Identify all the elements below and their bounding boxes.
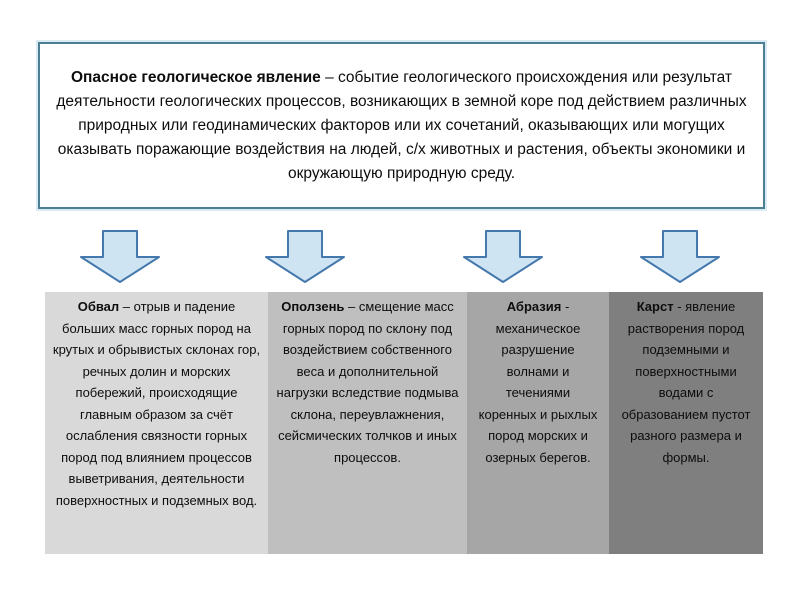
down-arrow-icon bbox=[265, 230, 345, 284]
down-arrow-icon bbox=[80, 230, 160, 284]
column-karst bbox=[609, 292, 763, 554]
down-arrow-icon bbox=[640, 230, 720, 284]
column-opolzen-term: Оползень bbox=[281, 299, 345, 314]
down-arrow-shape bbox=[266, 231, 344, 282]
column-abraziya-text: - механическое разрушение волнами и течениями коренных и рыхлых пород морских и озерных берегов. bbox=[478, 299, 598, 465]
column-abraziya bbox=[467, 292, 609, 554]
column-abraziya-term: Абразия bbox=[506, 299, 562, 314]
down-arrow-shape bbox=[81, 231, 159, 282]
definition-box bbox=[38, 42, 765, 209]
definition-text bbox=[56, 66, 747, 186]
column-opolzen bbox=[268, 292, 467, 554]
column-karst-term: Карст bbox=[636, 299, 674, 314]
down-arrow-shape bbox=[464, 231, 542, 282]
column-karst-text: - явление растворения пород подземными и поверхностными водами с образованием пустот разного размера и формы. bbox=[621, 299, 751, 465]
column-obval bbox=[45, 292, 268, 554]
down-arrow-icon bbox=[463, 230, 543, 284]
definition-term: Опасное геологическое явление bbox=[70, 68, 321, 86]
down-arrow-shape bbox=[641, 231, 719, 282]
column-obval-text: – отрыв и падение больших масс горных пород на крутых и обрывистых склонах гор, речных долин и морских побережий, происходящие главным образом за счёт ослабления связности горных пород под влиянием процессов выветривания, деятельности поверхностных и подземных вод. bbox=[52, 299, 261, 508]
column-opolzen-text: – смещение масс горных пород по склону под воздействием собственного веса и дополнительной нагрузки вследствие подмыва склона, переувлажнения, сейсмических толчков и иных процессов. bbox=[276, 299, 459, 465]
definition-body: – событие геологического происхождения или результат деятельности геологических процессов, возникающих в земной коре под действием различных природных или геодинамических факторов или их сочетаний, оказывающих или могущих оказывать поражающие воздействия на людей, с/х животных и растения, объекты экономики и окружающую природную среду. bbox=[56, 68, 747, 182]
column-obval-term: Обвал bbox=[77, 299, 120, 314]
